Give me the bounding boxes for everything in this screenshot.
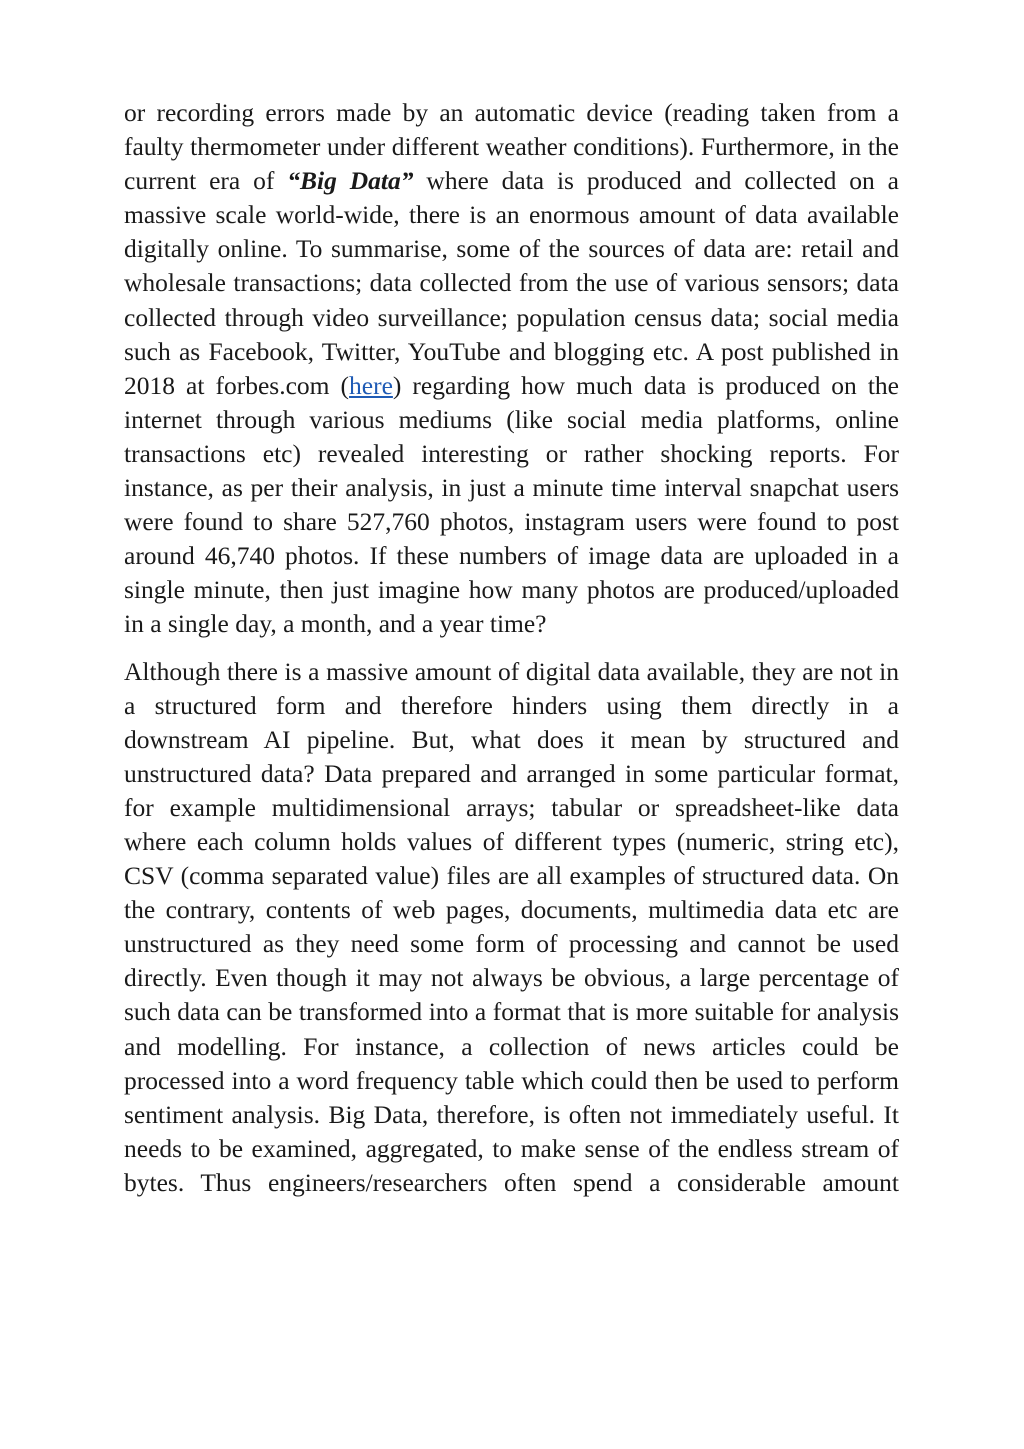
paragraph-text: or recording errors made by an automatic device (reading taken from a faulty thermometer under different weather conditions). Furthermore, in the current era of — [124, 98, 899, 196]
paragraph-sources-of-data — [124, 96, 899, 642]
paragraph-text: where data is produced and collected on a massive scale world-wide, there is an enormous amount of data available digitally online. To summarise, some of the sources of data are: retail and wholesale transactions; data collected from the use of various sensors; data collected through video surveillance; population census data; social media such as Facebook, Twitter, YouTube and blogging etc. A post published in 2018 at forbes.com ( — [124, 166, 899, 400]
paragraph-structured-unstructured — [124, 655, 899, 1201]
big-data-term: “Big Data” — [287, 166, 414, 196]
paragraph-text: ) regarding how much data is produced on the internet through various mediums (like social media platforms, online transactions etc) revealed interesting or rather shocking reports. For instance, as per their analysis, in just a minute time interval snapchat users were found to share 527,760 photos, instagram users were found to post around 46,740 photos. If these numbers of image data are uploaded in a single minute, then just imagine how many photos are produced/uploaded in a single day, a month, and a year time? — [124, 370, 899, 639]
forbes-here-link[interactable]: here — [349, 370, 393, 400]
document-page — [124, 96, 899, 1200]
paragraph-text: Although there is a massive amount of digital data available, they are not in a structured form and therefore hinders using them directly in a downstream AI pipeline. But, what does it mean by structured and unstructured data? Data prepared and arranged in some particular format, for example multidimensional arrays; tabular or spreadsheet-like data where each column holds values of different types (numeric, string etc), CSV (comma separated value) files are all examples of structured data. On the contrary, contents of web pages, documents, multimedia data etc are unstructured as they need some form of processing and cannot be used directly. Even though it may not always be obvious, a large percentage of such data can be transformed into a format that is more suitable for analysis and modelling. For instance, a collection of news articles could be processed into a word frequency table which could then be used to perform sentiment analysis. Big Data, therefore, is often not immediately useful. It needs to be examined, aggregated, to make sense of the endless stream of bytes. Thus engineers/researchers often spend a considerable amount — [124, 656, 899, 1197]
